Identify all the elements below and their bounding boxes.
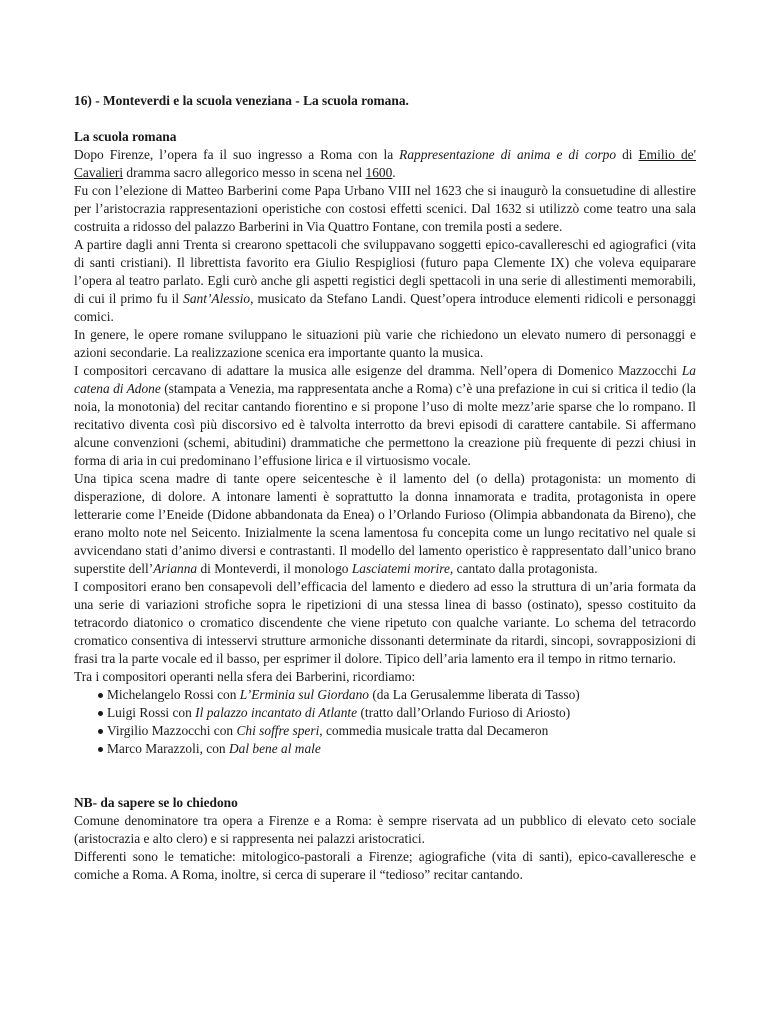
work-title: Il palazzo incantato di Atlante bbox=[195, 705, 358, 720]
link-emilio-de-cavalieri[interactable]: Emilio de' Cavalieri bbox=[74, 147, 696, 180]
paragraph-in-genere: In genere, le opere romane sviluppano le situazioni più varie che richiedono un elevato numero di personaggi e azioni secondarie. La realizzazione scenica era importante quanto la musica. bbox=[74, 327, 696, 360]
list-item: Michelangelo Rossi con L’Erminia sul Giordano (da La Gerusalemme liberata di Tasso) bbox=[107, 687, 580, 702]
list-item: Luigi Rossi con Il palazzo incantato di Atlante (tratto dall’Orlando Furioso di Ariosto) bbox=[107, 705, 571, 720]
paragraph-consapevoli: I compositori erano ben consapevoli dell’efficacia del lamento e diedero ad esso la struttura di un’aria formata da una serie di variazioni strofiche sopra le ripetizioni di una stessa linea di basso (ostinato), spesso costituito da tetracordo diatonico o cromatico discendente che viene ripetuto con qualche variante. Lo schema del tetracordo cromatico consentiva di intesservi strutture armoniche dissonanti determinate da ritardi, sincopi, sovrapposizioni di frasi tra la parte vocale ed il basso, per esprimer il dolore. Tipico dell’aria lamento era il tempo in ritmo ternario. bbox=[74, 579, 696, 666]
document-page bbox=[74, 92, 696, 884]
list-item: Marco Marazzoli, con Dal bene al male bbox=[107, 741, 321, 756]
spacer bbox=[74, 758, 696, 794]
paragraph-differenti: Differenti sono le tematiche: mitologico-pastorali a Firenze; agiografiche (vita di santi), epico-cavalleresche e comiche a Roma. A Roma, inoltre, si cerca di superare il “tedioso” recitar cantando. bbox=[74, 849, 696, 882]
paragraph-barberini: Fu con l’elezione di Matteo Barberini come Papa Urbano VIII nel 1623 che si inaugurò la consuetudine di allestire per l’aristocrazia rappresentazioni operistiche con costosi effetti scenici. Dal 1632 si utilizzò come teatro una sala costruita a ridosso del palazzo Barberini in Via Quattro Fontane, con tremila posti a sedere. bbox=[74, 183, 696, 234]
paragraph-lamento: Una tipica scena madre di tante opere seicentesche è il lamento del (o della) protagonista: un momento di disperazione, di dolore. A intonare lamenti è soprattutto la donna innamorata e tradita, protagonista in opere letterarie come l’Eneide (Didone abbandonata da Enea) o l’Orlando Furioso (Olimpia abbandonata da Bireno), che erano molto note nel Seicento. Inizialmente la scena lamentosa fu concepita come un lungo recitativo nel quale si avvicendano stati d’animo diversi e contrastanti. Il modello del lamento operistico è rappresentato dall’unico brano superstite dell’Arianna di Monteverdi, il monologo Lasciatemi morire, cantato dalla protagonista. bbox=[74, 471, 696, 576]
paragraph-compositori: I compositori cercavano di adattare la musica alle esigenze del dramma. Nell’opera di Domenico Mazzocchi La catena di Adone (stampata a Venezia, ma rappresentata anche a Roma) c’è una prefazione in cui si critica il tedio (la noia, la monotonia) del recitar cantando fiorentino e si propone l’uso di molte mezz’arie sparse che lo rompano. Il recitativo diventa così più discorsivo ed è talvolta interrotto da brevi episodi di carattere cantabile. Si affermano alcune convenzioni (schemi, abitudini) drammatiche che permettono la creazione più frequente di pezzi chiusi in forma di aria in cui predominano l’effusione lirica e il virtuosismo vocale. bbox=[74, 363, 696, 468]
page-title: 16) - Monteverdi e la scuola veneziana - La scuola romana. bbox=[74, 93, 409, 108]
composer-list bbox=[74, 686, 696, 758]
paragraph-intro: Dopo Firenze, l’opera fa il suo ingresso a Roma con la Rappresentazione di anima e di corpo di Emilio de' Cavalieri dramma sacro allegorico messo in scena nel 1600. bbox=[74, 147, 696, 180]
paragraph-comune-denominatore: Comune denominatore tra opera a Firenze e a Roma: è sempre riservata ad un pubblico di elevato ceto sociale (aristocrazia e alto clero) e si rappresenta nei palazzi aristocratici. bbox=[74, 813, 696, 846]
section-heading-nb: NB- da sapere se lo chiedono bbox=[74, 795, 238, 810]
list-item: Virgilio Mazzocchi con Chi soffre speri, commedia musicale tratta dal Decameron bbox=[107, 723, 549, 738]
work-title: Arianna bbox=[153, 561, 198, 576]
paragraph-anni-trenta: A partire dagli anni Trenta si crearono spettacoli che sviluppavano soggetti epico-cavallereschi ed agiografici (vita di santi cristiani). Il librettista favorito era Giulio Respigliosi (futuro papa Clemente IX) che voleva equiparare l’opera al teatro parlato. Egli curò anche gli aspetti registici degli spettacoli in una serie di allestimenti memorabili, di cui il primo fu il Sant’Alessio, musicato da Stefano Landi. Quest’opera introduce elementi ridicoli e personaggi comici. bbox=[74, 237, 696, 324]
work-title: Lasciatemi morire, bbox=[351, 561, 454, 576]
link-1600[interactable]: 1600 bbox=[365, 165, 393, 180]
work-title: Sant’Alessio bbox=[183, 291, 251, 306]
work-title: L’Erminia sul Giordano bbox=[239, 687, 369, 702]
work-title: Chi soffre speri bbox=[236, 723, 320, 738]
section-heading-scuola-romana: La scuola romana bbox=[74, 129, 177, 144]
work-title: La catena di Adone bbox=[74, 363, 696, 396]
work-title: Dal bene al male bbox=[228, 741, 321, 756]
work-title: Rappresentazione di anima e di corpo bbox=[399, 147, 617, 162]
paragraph-tra-i-compositori: Tra i compositori operanti nella sfera dei Barberini, ricordiamo: bbox=[74, 669, 416, 684]
